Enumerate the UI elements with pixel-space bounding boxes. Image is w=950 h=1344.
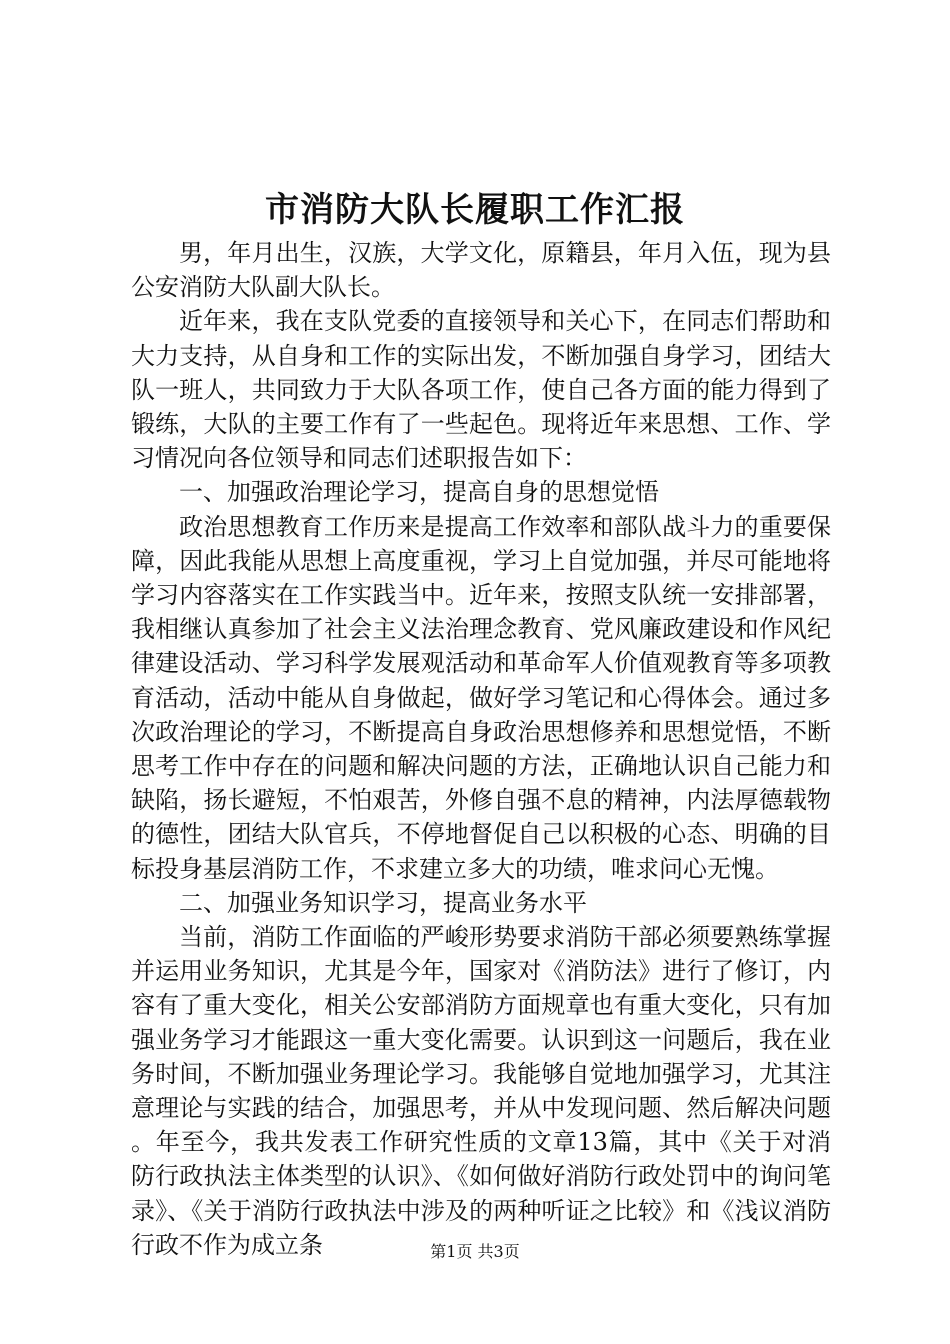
section-heading-1: 一、加强政治理论学习，提高自身的思想觉悟 bbox=[179, 478, 659, 507]
paragraph-overview: 近年来，我在支队党委的直接领导和关心下，在同志们帮助和大力支持，从自身和工作的实际出发，不断加强自身学习，团结大队一班人，共同致力于大队各项工作，使自己各方面的能力得到了锻练，大队的主要工作有了一些起色。现将近年来思想、工作、学习情况向各位领导和同志们述职报告如下： bbox=[131, 307, 831, 473]
page-number-footer: 第1页 共3页 bbox=[430, 1242, 520, 1261]
paragraph-intro: 男，年月出生，汉族，大学文化，原籍县，年月入伍，现为县公安消防大队副大队长。 bbox=[131, 239, 831, 302]
document-title: 市消防大队长履职工作汇报 bbox=[265, 190, 685, 230]
section-heading-2: 二、加强业务知识学习，提高业务水平 bbox=[179, 888, 587, 917]
paragraph-section-2: 当前，消防工作面临的严峻形势要求消防干部必须要熟练掌握并运用业务知识，尤其是今年，国家对《消防法》进行了修订，内容有了重大变化，相关公安部消防方面规章也有重大变化，只有加强业务学习才能跟这一重大变化需要。认识到这一问题后，我在业务时间，不断加强业务理论学习。我能够自觉地加强学习，尤其注意理论与实践的结合，加强思考，并从中发现问题、然后解决问题。年至今，我共发表工作研究性质的文章13篇，其中《关于对消防行政执法主体类型的认识》、《如何做好消防行政处罚中的询问笔录》、《关于消防行政执法中涉及的两种听证之比较》和《浅议消防行政不作为成立条 bbox=[131, 923, 831, 1259]
paragraph-section-1: 政治思想教育工作历来是提高工作效率和部队战斗力的重要保障，因此我能从思想上高度重视，学习上自觉加强，并尽可能地将学习内容落实在工作实践当中。近年来，按照支队统一安排部署，我相继认真参加了社会主义法治理念教育、党风廉政建设和作风纪律建设活动、学习科学发展观活动和革命军人价值观教育等多项教育活动，活动中能从自身做起，做好学习笔记和心得体会。通过多次政治理论的学习，不断提高自身政治思想修养和思想觉悟，不断思考工作中存在的问题和解决问题的方法，正确地认识自己能力和缺陷，扬长避短，不怕艰苦，外修自强不息的精神，内法厚德载物的德性，团结大队官兵，不停地督促自己以积极的心态、明确的目标投身基层消防工作，不求建立多大的功绩，唯求问心无愧。 bbox=[131, 512, 831, 883]
document-body bbox=[131, 236, 831, 1262]
